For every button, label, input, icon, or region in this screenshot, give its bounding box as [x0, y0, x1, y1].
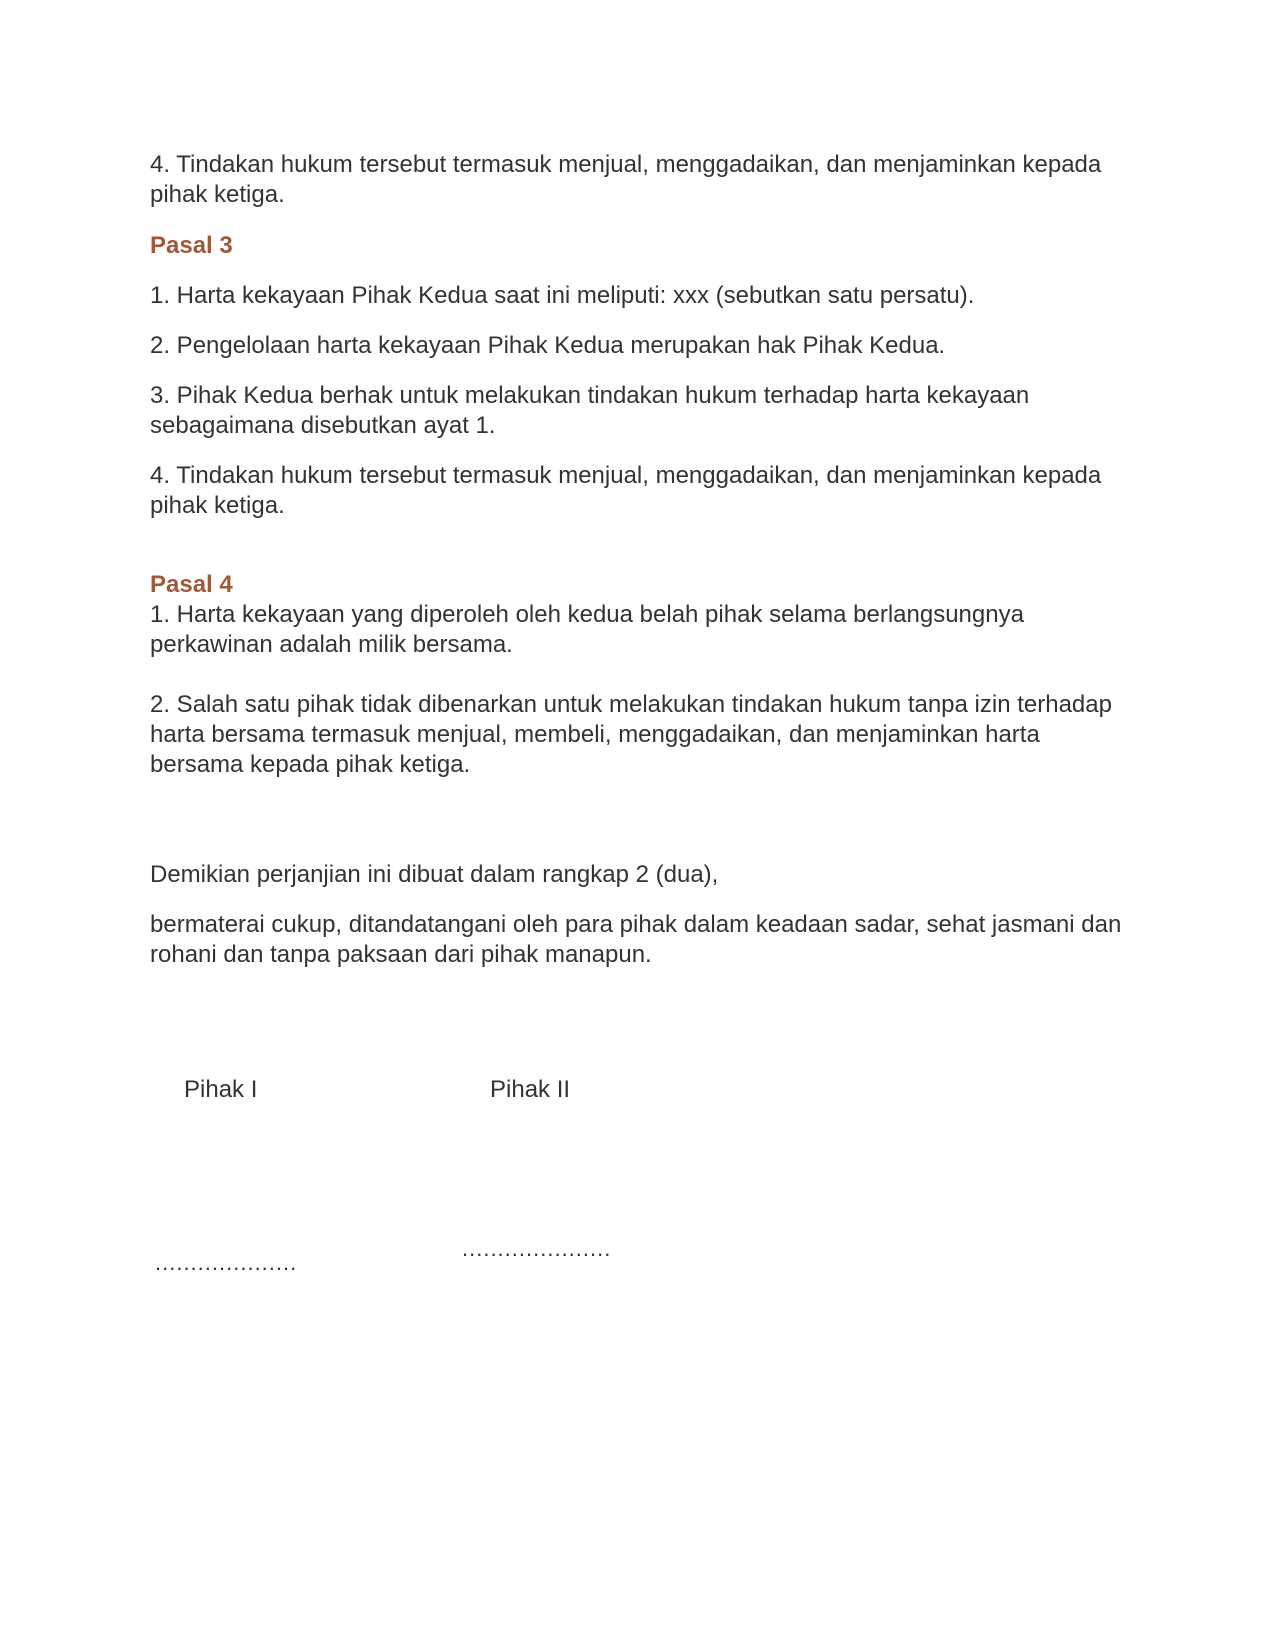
pasal-3-title: Pasal 3	[150, 232, 233, 259]
document-body	[150, 150, 1130, 970]
party-2-signature-line: .....................	[462, 1236, 612, 1261]
party-1-label: Pihak I	[184, 1076, 258, 1103]
pasal-3-item-4: 4. Tindakan hukum tersebut termasuk menjual, menggadaikan, dan menjaminkan kepada pihak ketiga.	[150, 462, 1102, 519]
intro-item-4: 4. Tindakan hukum tersebut termasuk menjual, menggadaikan, dan menjaminkan kepada pihak ketiga.	[150, 151, 1102, 208]
closing-line-2: bermaterai cukup, ditandatangani oleh para pihak dalam keadaan sadar, sehat jasmani dan rohani dan tanpa paksaan dari pihak manapun.	[150, 911, 1122, 968]
pasal-4-title: Pasal 4	[150, 571, 233, 598]
pasal-3-item-3: 3. Pihak Kedua berhak untuk melakukan tindakan hukum terhadap harta kekayaan sebagaimana disebutkan ayat 1.	[150, 382, 1030, 439]
pasal-4-item-1: 1. Harta kekayaan yang diperoleh oleh kedua belah pihak selama berlangsungnya perkawinan adalah milik bersama.	[150, 601, 1024, 658]
closing-line-1: Demikian perjanjian ini dibuat dalam rangkap 2 (dua),	[150, 861, 719, 888]
pasal-3-item-2: 2. Pengelolaan harta kekayaan Pihak Kedua merupakan hak Pihak Kedua.	[150, 332, 946, 359]
pasal-3-item-1: 1. Harta kekayaan Pihak Kedua saat ini meliputi: xxx (sebutkan satu persatu).	[150, 282, 975, 309]
party-1-signature-line: ....................	[155, 1250, 298, 1275]
pasal-4-item-2: 2. Salah satu pihak tidak dibenarkan untuk melakukan tindakan hukum tanpa izin terhadap harta bersama termasuk menjual, membeli, menggadaikan, dan menjaminkan harta bersama kepada pihak ketiga.	[150, 691, 1112, 778]
party-2-label: Pihak II	[490, 1076, 571, 1103]
